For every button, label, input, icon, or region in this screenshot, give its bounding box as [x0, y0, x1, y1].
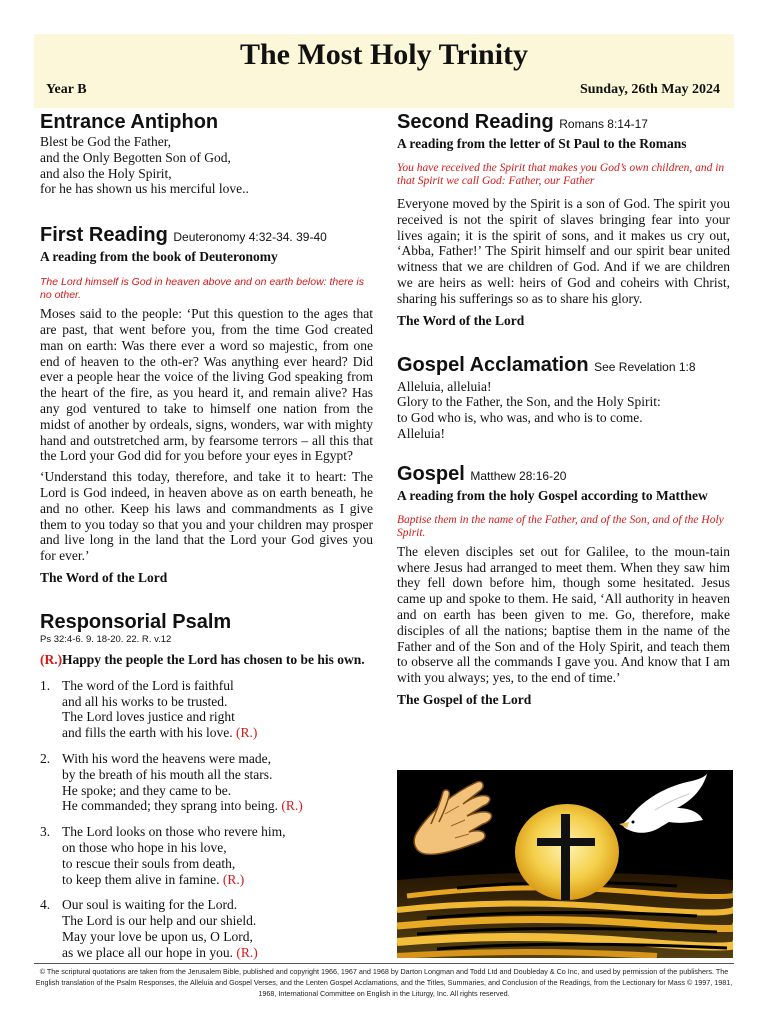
verse-line: With his word the heavens were made,	[62, 750, 272, 766]
psalm-ref: Ps 32:4-6. 9. 18-20. 22. R. v.12	[40, 633, 172, 645]
gospel-section	[397, 462, 730, 708]
entrance-text	[40, 134, 373, 197]
acclamation-line: to God who is, who was, and who is to come.	[397, 410, 643, 426]
gospel-title: Gospel	[397, 462, 465, 485]
verse-line: to rescue their souls from death,	[62, 855, 236, 871]
psalm-heading: Responsorial Psalm	[40, 610, 232, 633]
responsorial-psalm-section	[40, 610, 373, 961]
verse-number: 2.	[40, 750, 51, 766]
gospel-intro: Baptise them in the name of the Father, and of the Son, and of the Holy Spirit.	[397, 513, 724, 539]
verse-line: The Lord loves justice and right	[62, 709, 235, 725]
acclamation-line: Alleluia, alleluia!	[397, 378, 492, 394]
second-reading-body: Everyone moved by the Spirit is a son of God. The spirit you received is not the spirit of slaves bringing fear into your lives again; it is the spirit of sons, and it makes us cry out, ‘Abba, Father!’ The Spirit himself and our spirit bear united witness that we are children of God. And if we are children we are heirs as well: heirs of God and coheirs with Christ, sharing his sufferings so as to share his glory.	[397, 196, 730, 306]
acclamation-heading	[397, 353, 730, 379]
verse-line: He spoke; and they came to be.	[62, 782, 232, 798]
left-column	[40, 110, 373, 960]
entrance-heading: Entrance Antiphon	[40, 111, 219, 133]
acclamation-title: Gospel Acclamation	[397, 353, 589, 376]
gospel-conclusion: The Gospel of the Lord	[397, 691, 532, 707]
verse-line: as we place all our hope in you. (R.)	[62, 944, 258, 960]
verse-line: by the breath of his mouth all the stars.	[62, 766, 273, 782]
verse-number: 1.	[40, 677, 51, 693]
response-text: Happy the people the Lord has chosen to be his own.	[62, 651, 365, 667]
first-reading-section	[40, 223, 373, 586]
verse-line: and all his works to be trusted.	[62, 693, 228, 709]
verse-line: The word of the Lord is faithful	[62, 677, 234, 693]
second-reading-ref: Romans 8:14-17	[559, 117, 648, 131]
second-reading-subtitle: A reading from the letter of St Paul to the Romans	[397, 136, 687, 151]
acclamation-line: Glory to the Father, the Son, and the Holy Spirit:	[397, 394, 661, 410]
gospel-subtitle: A reading from the holy Gospel according to Matthew	[397, 487, 708, 503]
copyright-footer: © The scriptural quotations are taken from the Jerusalem Bible, published and copyright 1966, 1967 and 1968 by Darton Longman and Todd Ltd and Doubleday & Co Inc, and used by permission of the publishers. The English translation of the Psalm Responses, the Alleluia and Gospel Verses, and the Lenten Gospel Acclamations, and the Titles, Summaries, and Conclusion of the Readings, from the Lectionary for Mass © 1997, 1981, 1968, International Committee on English in the Liturgy, Inc. All rights reserved.	[35, 967, 733, 999]
first-reading-title: First Reading	[40, 224, 168, 247]
psalm-verse	[40, 751, 373, 814]
trinity-illustration	[397, 770, 733, 958]
second-reading-heading	[397, 110, 730, 136]
psalm-response	[40, 652, 373, 668]
first-reading-para-1: Moses said to the people: ‘Put this question to the ages that are past, that went before you, from the time God created man on earth: Was there ever a word so majestic, from one end of heaven to the oth-er? Was anything ever heard? Did ever a people hear the voice of the living God speaking from the heart of the fire, as you heard it, and remain alive? Has any god ventured to take to himself one nation from the midst of another by ordeals, signs, wonders, war with mighty hand and outstretched arm, by fearsome terrors – all this that the Lord your God did for you before your eyes in Egypt?	[40, 306, 373, 464]
verse-number: 3.	[40, 824, 51, 840]
gospel-ref: Matthew 28:16-20	[470, 468, 567, 483]
right-column	[397, 110, 730, 708]
second-reading-conclusion: The Word of the Lord	[397, 312, 525, 328]
verse-line: The Lord looks on those who revere him,	[62, 824, 286, 840]
first-reading-subtitle: A reading from the book of Deuteronomy	[40, 249, 278, 265]
psalm-verse	[40, 678, 373, 741]
response-marker: (R.)	[222, 871, 245, 887]
acclamation-line: Alleluia!	[397, 425, 445, 441]
entrance-antiphon-section	[40, 110, 373, 197]
entrance-line: for he has shown us his merciful love..	[40, 181, 249, 197]
response-marker: (R.)	[236, 944, 258, 960]
psalm-verse	[40, 897, 373, 960]
first-reading-heading	[40, 223, 373, 249]
first-reading-para-2: ‘Understand this today, therefore, and take it to heart: The Lord is God indeed, in heaven above as on earth beneath, he and no other. Keep his laws and commandments as I give them to you today so that you and your children may prosper and live long in the land that the Lord your God gives you for ever.’	[40, 469, 373, 564]
liturgical-year: Year B	[46, 82, 87, 97]
gospel-acclamation-section	[397, 353, 730, 442]
verse-line: and fills the earth with his love. (R.)	[62, 725, 258, 741]
first-reading-conclusion: The Word of the Lord	[40, 569, 168, 585]
second-reading-section	[397, 110, 730, 329]
first-reading-ref: Deuteronomy 4:32-34. 39-40	[173, 230, 327, 245]
footer-divider	[34, 963, 734, 964]
response-marker: (R.)	[281, 798, 303, 814]
verse-line: on those who hope in his love,	[62, 839, 227, 855]
entrance-line: and also the Holy Spirit,	[40, 165, 172, 181]
gospel-heading	[397, 462, 730, 488]
acclamation-ref: See Revelation 1:8	[594, 359, 696, 374]
verse-line: to keep them alive in famine. (R.)	[62, 871, 245, 887]
entrance-line: and the Only Begotten Son of God,	[40, 149, 231, 165]
response-marker: (R.)	[235, 725, 258, 741]
second-reading-title: Second Reading	[397, 111, 554, 133]
gospel-body: The eleven disciples set out for Galilee, to the moun-tain where Jesus had arranged to meet them. When they saw him they fell down before him, though some hesitated. Jesus came up and spoke to them. He said, ‘All authority in heaven and on earth has been given to me. Go, therefore, make disciples of all the nations; baptise them in the name of the Father and of the Son and of the Holy Spirit, and teach them to observe all the commands I gave you. And know that I am with you always; yes, to the end of time.’	[397, 543, 730, 686]
verse-line: He commanded; they sprang into being. (R.)	[62, 798, 303, 814]
first-reading-intro: The Lord himself is God in heaven above and on earth below: there is no other.	[40, 276, 364, 302]
verse-line: The Lord is our help and our shield.	[62, 913, 257, 929]
verse-line: Our soul is waiting for the Lord.	[62, 897, 238, 913]
service-date: Sunday, 26th May 2024	[579, 82, 720, 97]
trinity-illustration-svg	[397, 770, 733, 958]
acclamation-text	[397, 379, 730, 442]
response-label: (R.)	[40, 651, 63, 667]
title-banner	[34, 34, 734, 108]
psalm-verse	[40, 824, 373, 887]
second-reading-intro: You have received the Spirit that makes you God’s own children, and in that Spirit we call God: Father, our Father	[397, 162, 725, 187]
entrance-line: Blest be God the Father,	[40, 134, 172, 149]
verse-number: 4.	[40, 897, 51, 913]
verse-line: May your love be upon us, O Lord,	[62, 928, 253, 944]
page-title: The Most Holy Trinity	[239, 38, 529, 71]
